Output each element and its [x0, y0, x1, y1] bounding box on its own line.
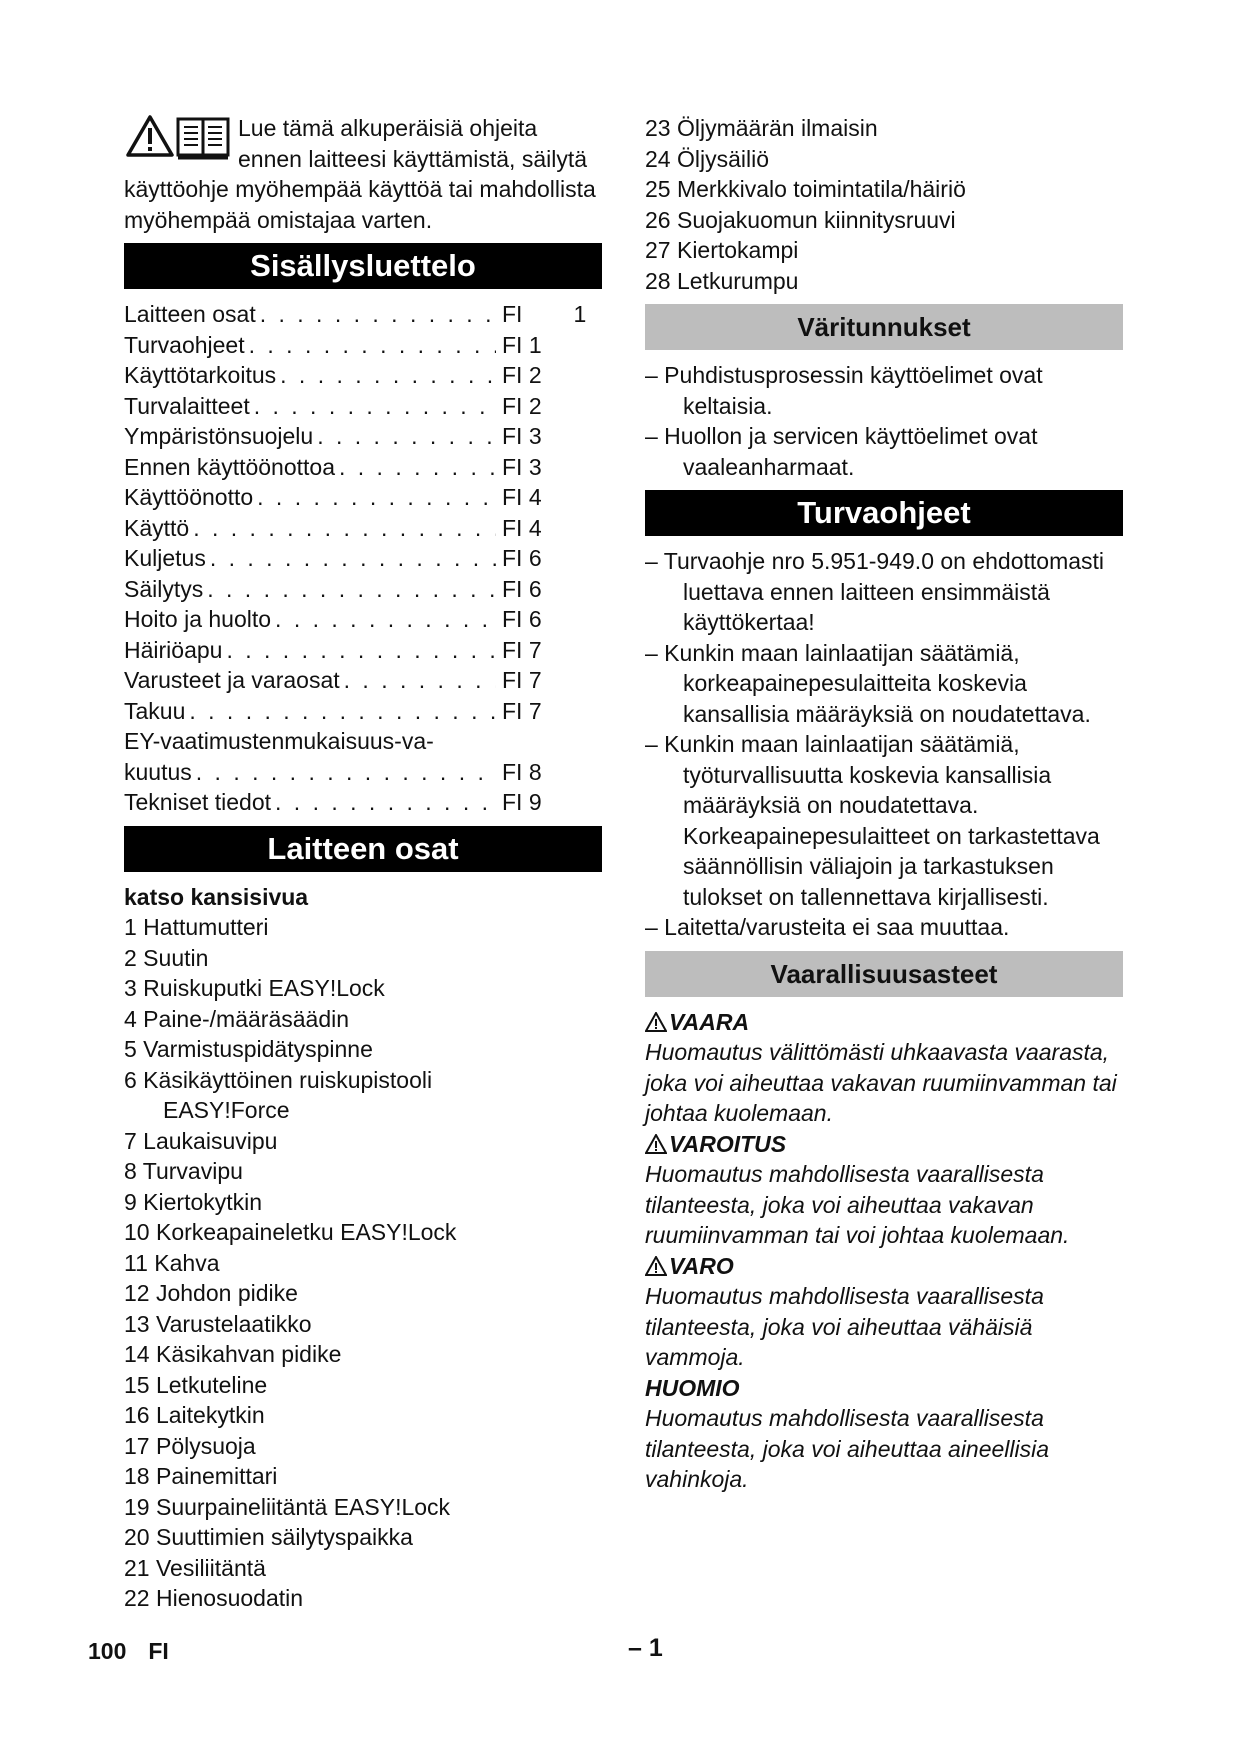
- hazard-text: Huomautus mahdollisesta vaarallisesta tilanteesta, joka voi aiheuttaa vakavan ruumiinvamman tai voi johtaa kuolemaan.: [645, 1161, 1070, 1248]
- right-column: [645, 113, 1123, 1495]
- toc-item[interactable]: Laitteen osat . . . FI 1: [124, 299, 602, 330]
- intro-text: Lue tämä alkuperäisiä ohjeita ennen laitteesi käyttämistä, säilytä käyttöohje myöhempää käyttöä tai mahdollista myöhempää omistajaa varten.: [124, 115, 596, 233]
- list-item: 13 Varustelaatikko: [124, 1310, 312, 1337]
- list-item: 17 Pölysuoja: [124, 1432, 256, 1459]
- list-item-continuation: EASY!Force: [163, 1097, 290, 1123]
- hazard-heading: Vaarallisuusasteet: [645, 951, 1123, 997]
- hazard-text: Huomautus mahdollisesta vaarallisesta tilanteesta, joka voi aiheuttaa vähäisiä vammoja.: [645, 1283, 1044, 1370]
- toc-item[interactable]: Käyttöönotto . . . FI 4: [124, 482, 602, 513]
- toc-item[interactable]: EY-vaatimustenmukaisuus-va- kuutus . . . FI 8: [124, 726, 602, 787]
- parts-list-left: [124, 912, 602, 1614]
- list-item: – Kunkin maan lainlaatijan säätämiä, työturvallisuutta koskevia kansallisia määräyksiä on noudatettava. Korkeapainepesulaitteet on tarkastettava säännöllisin väliajoin ja tarkastuksen tulokset on tallennettava kirjallisesti.: [645, 731, 1100, 910]
- list-item: 8 Turvavipu: [124, 1158, 243, 1184]
- toc-item[interactable]: Kuljetus . . . FI 6: [124, 543, 602, 574]
- warning-triangle-icon: [645, 1256, 667, 1276]
- list-item: 28 Letkurumpu: [645, 267, 799, 294]
- colors-heading: Väritunnukset: [645, 304, 1123, 350]
- toc-item[interactable]: Tekniset tiedot . . . FI 9: [124, 787, 602, 818]
- list-item: 2 Suutin: [124, 944, 209, 971]
- list-item: 10 Korkeapaineletku EASY!Lock: [124, 1219, 457, 1245]
- list-item: 21 Vesiliitäntä: [124, 1554, 266, 1581]
- parts-heading: Laitteen osat: [124, 826, 602, 872]
- page-footer: [88, 1636, 191, 1667]
- hazard-levels: [645, 1007, 1123, 1495]
- parts-list-right: [645, 113, 1123, 296]
- list-item: 11 Kahva: [124, 1249, 220, 1276]
- list-item: 7 Laukaisuvipu: [124, 1127, 278, 1154]
- list-item: 3 Ruiskuputki EASY!Lock: [124, 975, 385, 1001]
- toc-item[interactable]: Turvalaitteet . . . FI 2: [124, 391, 602, 422]
- list-item: 19 Suurpaineliitäntä EASY!Lock: [124, 1493, 451, 1520]
- toc-item[interactable]: Ympäristönsuojelu . . . FI 3: [124, 421, 602, 452]
- list-item: 15 Letkuteline: [124, 1371, 268, 1398]
- list-item: – Huollon ja servicen käyttöelimet ovat vaaleanharmaat.: [645, 423, 1038, 480]
- warning-and-manual-icon: [124, 113, 232, 173]
- list-item: – Kunkin maan lainlaatijan säätämiä, korkeapainepesulaitteita koskevia kansallisia määräyksiä on noudatettava.: [645, 639, 1091, 727]
- list-item: 18 Painemittari: [124, 1463, 278, 1489]
- hazard-label-vaara: VAARA: [645, 1007, 1123, 1038]
- list-item: – Puhdistusprosessin käyttöelimet ovat keltaisia.: [645, 362, 1043, 419]
- list-item: 27 Kiertokampi: [645, 237, 799, 263]
- list-item: 26 Suojakuomun kiinnitysruuvi: [645, 206, 956, 233]
- list-item: 25 Merkkivalo toimintatila/häiriö: [645, 176, 966, 202]
- list-item: 12 Johdon pidike: [124, 1280, 298, 1306]
- warning-triangle-icon: [645, 1134, 667, 1154]
- toc-item[interactable]: Turvaohjeet . . . FI 1: [124, 330, 602, 361]
- warning-triangle-icon: [645, 1012, 667, 1032]
- toc-heading: Sisällysluettelo: [124, 243, 602, 289]
- parts-subtitle: katso kansisivua: [124, 883, 309, 910]
- list-item: 5 Varmistuspidätyspinne: [124, 1036, 373, 1062]
- language-code: FI: [148, 1638, 169, 1664]
- left-column: [124, 113, 602, 1614]
- hazard-label-varoitus: VAROITUS: [645, 1129, 1123, 1160]
- list-item: 14 Käsikahvan pidike: [124, 1341, 342, 1367]
- toc-item[interactable]: Hoito ja huolto . . . FI 6: [124, 604, 602, 635]
- hazard-text: Huomautus välittömästi uhkaavasta vaarasta, joka voi aiheuttaa vakavan ruumiinvamman tai johtaa kuolemaan.: [645, 1039, 1117, 1126]
- list-item: 6 Käsikäyttöinen ruiskupistooli: [124, 1066, 433, 1093]
- page-number: 100: [88, 1638, 127, 1664]
- list-item: 16 Laitekytkin: [124, 1402, 265, 1428]
- toc-item[interactable]: Takuu . . . FI 7: [124, 696, 602, 727]
- toc-item[interactable]: Ennen käyttöönottoa . . . FI 3: [124, 452, 602, 483]
- list-item: 20 Suuttimien säilytyspaikka: [124, 1524, 413, 1550]
- toc-item[interactable]: Säilytys . . . FI 6: [124, 574, 602, 605]
- list-item: – Laitetta/varusteita ei saa muuttaa.: [645, 914, 1010, 940]
- list-item: 22 Hienosuodatin: [124, 1585, 304, 1611]
- list-item: 4 Paine-/määräsäädin: [124, 1005, 350, 1032]
- safety-heading: Turvaohjeet: [645, 490, 1123, 536]
- section-page-number: – 1: [628, 1634, 663, 1662]
- toc-item[interactable]: Käyttötarkoitus . . . FI 2: [124, 360, 602, 391]
- list-item: 9 Kiertokytkin: [124, 1188, 263, 1215]
- list-item: – Turvaohje nro 5.951-949.0 on ehdottomasti luettava ennen laitteen ensimmäistä käyttökertaa!: [645, 548, 1105, 635]
- hazard-label-varo: VARO: [645, 1251, 1123, 1282]
- toc-item[interactable]: Käyttö . . . FI 4: [124, 513, 602, 544]
- colors-list: [645, 360, 1123, 482]
- list-item: 23 Öljymäärän ilmaisin: [645, 115, 878, 141]
- toc-item[interactable]: Häiriöapu . . . FI 7: [124, 635, 602, 666]
- list-item: 24 Öljysäiliö: [645, 145, 769, 172]
- hazard-text: Huomautus mahdollisesta vaarallisesta tilanteesta, joka voi aiheuttaa aineellisia vahinkoja.: [645, 1405, 1050, 1492]
- table-of-contents: [124, 299, 602, 818]
- safety-list: [645, 546, 1123, 943]
- toc-item[interactable]: Varusteet ja varaosat . . . FI 7: [124, 665, 602, 696]
- intro-block: [124, 113, 602, 235]
- list-item: 1 Hattumutteri: [124, 914, 269, 940]
- hazard-label-huomio: HUOMIO: [645, 1374, 740, 1401]
